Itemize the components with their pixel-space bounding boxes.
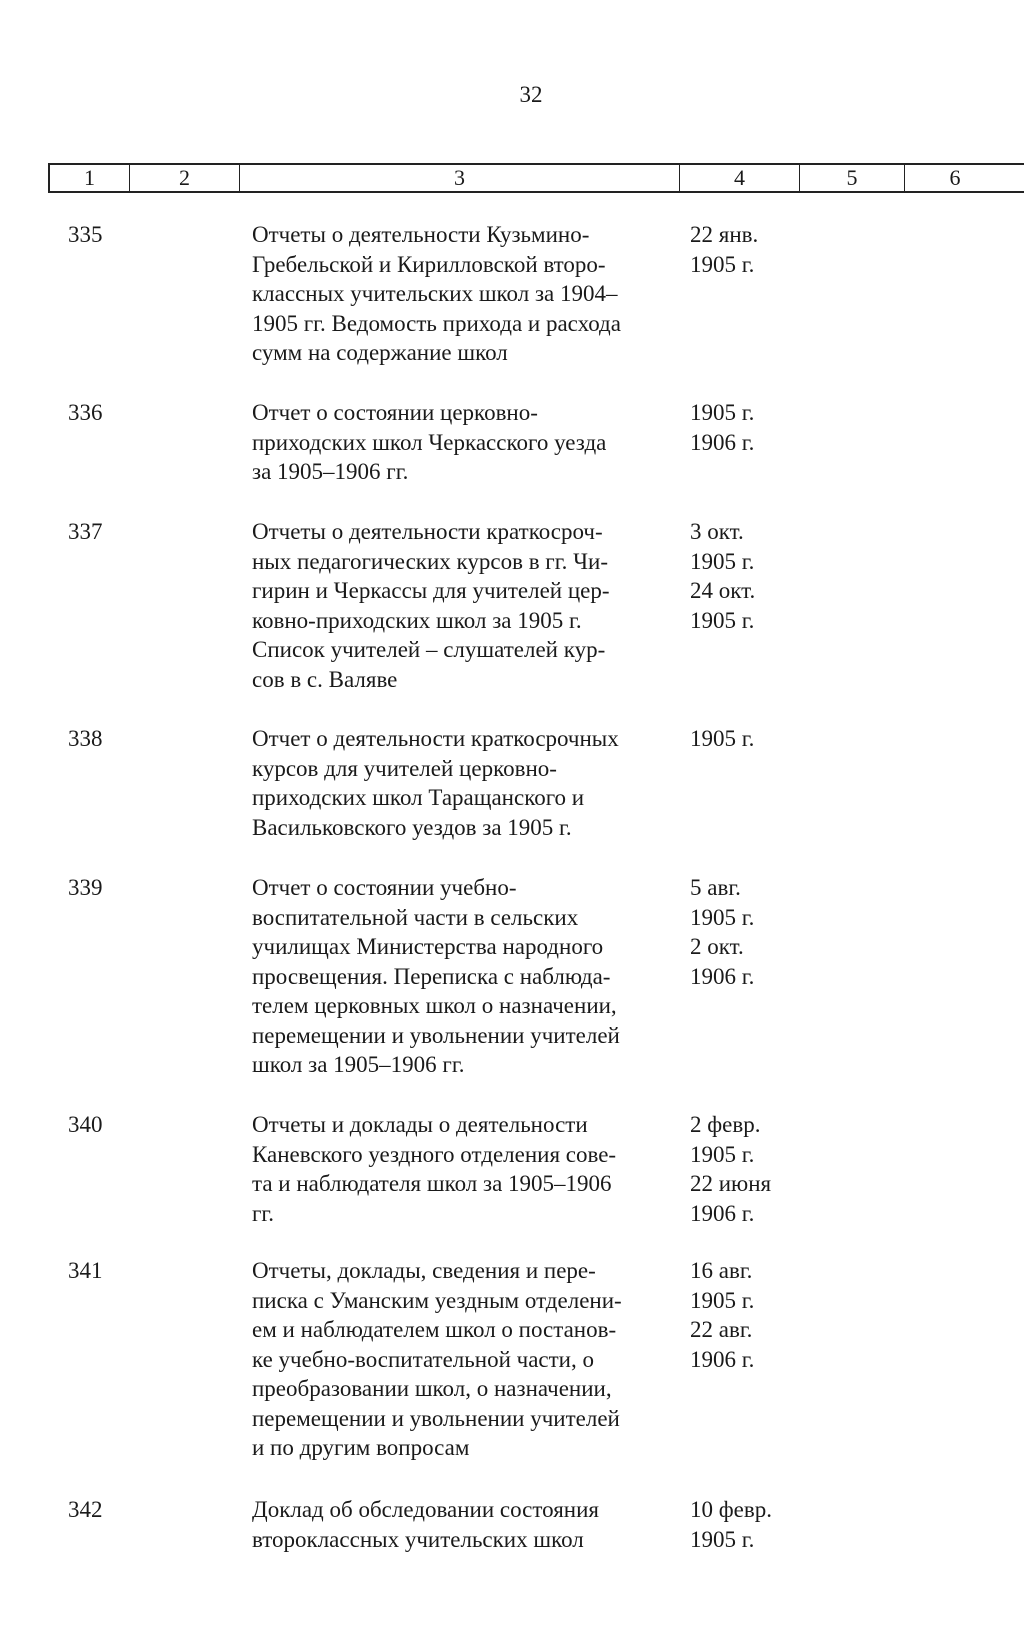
entry-title [252, 1256, 682, 1463]
entry-date-line: 10 февр. [690, 1497, 772, 1522]
entry-date-line: 2 февр. [690, 1112, 761, 1137]
entry-title-line: приходских школ Таращанского и [252, 785, 585, 810]
entry-number: 335 [68, 222, 103, 247]
entry-date-line: 1906 г. [690, 1200, 755, 1226]
entry-date-line: 2 окт. [690, 934, 744, 959]
entry-number: 342 [68, 1497, 103, 1522]
entry-date-line: 1905 г. [690, 548, 755, 574]
entry-date-line: 1905 г. [690, 607, 755, 633]
entry-number: 341 [68, 1258, 103, 1283]
entry-title-line: ем и наблюдателем школ о постанов- [252, 1317, 617, 1342]
entry-number: 340 [68, 1112, 103, 1137]
entry-date-line: 1905 г. [690, 251, 755, 277]
entry-dates [690, 398, 820, 457]
entry-title-line: Гребельской и Кирилловской второ- [252, 251, 606, 277]
entry-title-line: школ за 1905–1906 гг. [252, 1052, 465, 1077]
entry-title-line: 1905 гг. Ведомость прихода и расхода [252, 310, 621, 336]
entry-title-line: преобразовании школ, о назначении, [252, 1376, 612, 1401]
column-header-3: 3 [240, 165, 680, 191]
entry-dates [690, 1256, 820, 1374]
entry-dates [690, 220, 820, 279]
column-header-5: 5 [800, 165, 905, 191]
entry-title-line: перемещении и увольнении учителей [252, 1405, 620, 1431]
entry-number: 336 [68, 400, 103, 425]
entry-title-line: Каневского уездного отделения сове- [252, 1141, 617, 1167]
entry-date-line: 1906 г. [690, 963, 755, 989]
entry-dates [690, 724, 820, 754]
entry-date-line: 1905 г. [690, 1526, 755, 1552]
entry-title-line: гирин и Черкассы для учителей цер- [252, 578, 610, 603]
entry-title-line: ных педагогических курсов в гг. Чи- [252, 548, 608, 574]
entry-date-line: 1905 г. [690, 904, 755, 930]
entry-title [252, 517, 682, 694]
entry-title-line: и по другим вопросам [252, 1435, 470, 1460]
entry-title-line: ке учебно-воспитательной части, о [252, 1346, 594, 1372]
entry-dates [690, 1110, 820, 1228]
entry-dates [690, 873, 820, 991]
entry-title-line: Отчеты о деятельности Кузьмино- [252, 222, 590, 247]
entry-title-line: перемещении и увольнении учителей [252, 1022, 620, 1048]
entry-title-line: та и наблюдателя школ за 1905–1906 [252, 1171, 612, 1196]
entry-title-line: училищах Министерства народного [252, 934, 604, 959]
entry-title-line: Отчеты, доклады, сведения и пере- [252, 1258, 596, 1283]
page-number: 32 [519, 82, 543, 107]
entry-title [252, 220, 682, 368]
entry-title-line: воспитательной части в сельских [252, 904, 579, 930]
entry-date-line: 1906 г. [690, 1346, 755, 1372]
entry-title-line: приходских школ Черкасского уезда [252, 429, 607, 455]
column-header-1: 1 [50, 165, 130, 191]
entry-date-line: 3 окт. [690, 519, 744, 544]
entry-date-line: 1905 г. [690, 1141, 755, 1167]
entry-date-line: 1906 г. [690, 429, 755, 455]
entry-title [252, 724, 682, 842]
entry-dates [690, 1495, 820, 1554]
entry-date-line: 1905 г. [690, 726, 755, 751]
entry-title-line: Отчет о деятельности краткосрочных [252, 726, 619, 751]
entry-title-line: Васильковского уездов за 1905 г. [252, 814, 572, 840]
entry-title-line: Отчет о состоянии церковно- [252, 400, 538, 425]
entry-title-line: ковно-приходских школ за 1905 г. [252, 607, 582, 633]
entry-title-line: Отчеты о деятельности краткосроч- [252, 519, 603, 544]
entry-date-line: 1905 г. [690, 400, 755, 425]
entry-date-line: 22 июня [690, 1171, 772, 1196]
entry-number: 337 [68, 519, 103, 544]
entry-date-line: 1905 г. [690, 1287, 755, 1313]
entry-title-line: классных учительских школ за 1904– [252, 281, 618, 306]
entry-title [252, 398, 682, 487]
entry-number: 338 [68, 726, 103, 751]
column-header-row [48, 163, 1024, 193]
entry-title-line: Отчет о состоянии учебно- [252, 875, 517, 900]
entry-title-line: сов в с. Валяве [252, 666, 398, 692]
entry-title-line: за 1905–1906 гг. [252, 459, 409, 484]
column-header-4: 4 [680, 165, 800, 191]
entry-title [252, 1110, 682, 1228]
entry-title-line: Доклад об обследовании состояния [252, 1497, 599, 1522]
entry-title [252, 873, 682, 1080]
entry-dates [690, 517, 820, 635]
entry-title-line: просвещения. Переписка с наблюда- [252, 963, 611, 989]
entry-title-line: писка с Уманским уездным отделени- [252, 1287, 622, 1313]
entry-title-line: Список учителей – слушателей кур- [252, 637, 606, 662]
entry-title-line: второклассных учительских школ [252, 1526, 584, 1552]
entry-title-line: телем церковных школ о назначении, [252, 993, 617, 1018]
column-header-2: 2 [130, 165, 240, 191]
entry-date-line: 16 авг. [690, 1258, 753, 1283]
entry-title-line: Отчеты и доклады о деятельности [252, 1112, 588, 1137]
entry-date-line: 5 авг. [690, 875, 741, 900]
entry-date-line: 22 авг. [690, 1317, 753, 1342]
entry-title-line: сумм на содержание школ [252, 340, 508, 365]
entry-date-line: 22 янв. [690, 222, 759, 247]
entry-number: 339 [68, 875, 103, 900]
entry-date-line: 24 окт. [690, 578, 756, 603]
entry-title-line: курсов для учителей церковно- [252, 755, 557, 781]
column-header-6: 6 [949, 165, 961, 190]
entry-title [252, 1495, 682, 1554]
entry-title-line: гг. [252, 1200, 275, 1226]
